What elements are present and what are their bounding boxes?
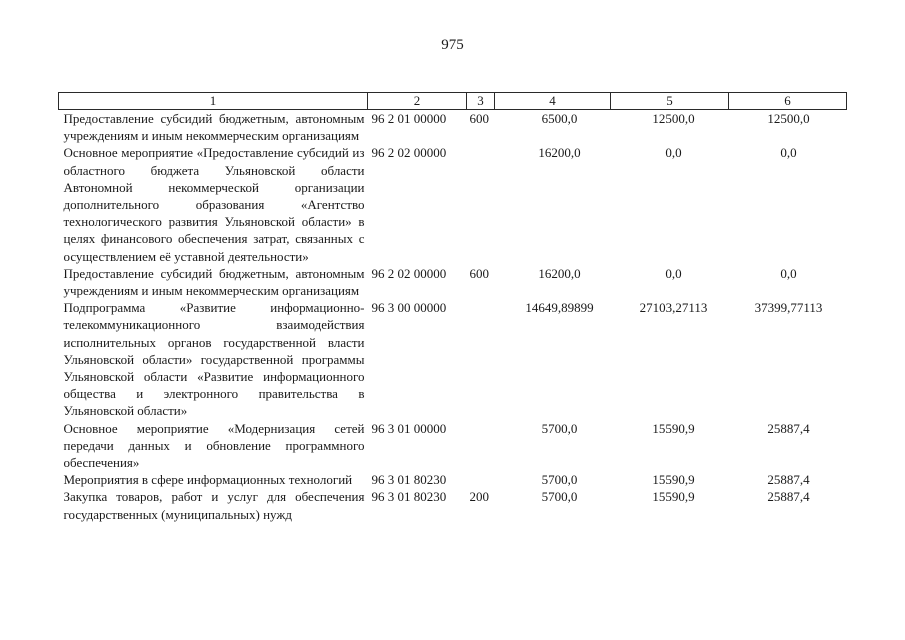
row-code: 96 2 02 00000 xyxy=(371,145,447,161)
row-value-col6: 12500,0 xyxy=(767,111,810,126)
table-header xyxy=(59,93,847,110)
column-header-1: 1 xyxy=(59,93,368,110)
row-code: 96 3 01 80230 xyxy=(371,489,447,505)
row-name: Основное мероприятие «Предоставление субсидий из областного бюджета Ульяновской области Автономной некоммерческой организации дополнительного образования «Агентство технологического развития Ульяновской области» в целях финансового обеспечения затрат, связанных с осуществлением её уставной деятельности» xyxy=(63,145,365,264)
page-number: 975 xyxy=(441,37,464,53)
table-row xyxy=(59,110,847,145)
row-code: 96 3 00 00000 xyxy=(371,300,447,316)
table-row xyxy=(59,420,847,472)
row-value-col5: 12500,0 xyxy=(652,111,695,126)
row-code: 96 2 02 00000 xyxy=(371,265,447,281)
row-value-col4: 5700,0 xyxy=(541,489,578,505)
row-expense-type: 600 xyxy=(469,265,489,281)
header-row xyxy=(59,93,847,110)
row-expense-type: 200 xyxy=(469,489,489,505)
row-value-col4: 16200,0 xyxy=(538,265,581,281)
row-value-col5: 0,0 xyxy=(665,265,682,281)
row-value-col6: 25887,4 xyxy=(767,472,810,488)
column-header-2: 2 xyxy=(368,93,467,110)
budget-table xyxy=(58,92,847,523)
row-expense-type: 600 xyxy=(469,111,489,126)
row-expense-type xyxy=(467,299,495,419)
row-name: Предоставление субсидий бюджетным, автономным учреждениям и иным некоммерческим организациям xyxy=(63,111,365,144)
row-value-col4: 6500,0 xyxy=(541,111,578,126)
table-row xyxy=(59,144,847,264)
row-name: Основное мероприятие «Модернизация сетей передачи данных и обновление программного обеспечения» xyxy=(63,420,365,471)
column-header-5: 5 xyxy=(611,93,729,110)
column-header-4: 4 xyxy=(495,93,611,110)
row-expense-type xyxy=(467,471,495,488)
row-value-col5: 15590,9 xyxy=(652,472,695,488)
row-value-col6: 0,0 xyxy=(780,265,797,281)
row-expense-type xyxy=(467,420,495,472)
row-value-col5: 15590,9 xyxy=(652,489,695,505)
row-name: Подпрограмма «Развитие информационно-телекоммуникационного взаимодействия исполнительных органов государственной власти Ульяновской области» государственной программы Ульяновской области «Развитие информационного общества и электронного правительства в Ульяновской области» xyxy=(63,300,365,419)
row-value-col6: 25887,4 xyxy=(767,420,810,436)
row-value-col6: 25887,4 xyxy=(767,489,810,505)
table-row xyxy=(59,299,847,419)
row-code: 96 2 01 00000 xyxy=(371,111,447,126)
row-value-col6: 0,0 xyxy=(780,145,797,161)
column-header-3: 3 xyxy=(467,93,495,110)
row-value-col5: 0,0 xyxy=(665,145,682,161)
table-row xyxy=(59,488,847,522)
row-value-col4: 5700,0 xyxy=(541,472,578,488)
row-value-col5: 27103,27113 xyxy=(639,300,708,316)
table-row xyxy=(59,471,847,488)
column-header-6: 6 xyxy=(729,93,847,110)
row-value-col4: 16200,0 xyxy=(538,145,581,161)
row-name: Закупка товаров, работ и услуг для обеспечения государственных (муниципальных) нужд xyxy=(63,489,365,522)
row-value-col4: 5700,0 xyxy=(541,420,578,436)
table-row xyxy=(59,265,847,299)
row-expense-type xyxy=(467,144,495,264)
row-value-col5: 15590,9 xyxy=(652,420,695,436)
row-value-col4: 14649,89899 xyxy=(525,300,594,316)
row-name: Мероприятия в сфере информационных технологий xyxy=(63,472,353,488)
table-body xyxy=(59,110,847,523)
row-code: 96 3 01 80230 xyxy=(371,472,447,488)
row-name: Предоставление субсидий бюджетным, автономным учреждениям и иным некоммерческим организациям xyxy=(63,265,365,299)
row-code: 96 3 01 00000 xyxy=(371,420,447,436)
row-value-col6: 37399,77113 xyxy=(754,300,823,316)
